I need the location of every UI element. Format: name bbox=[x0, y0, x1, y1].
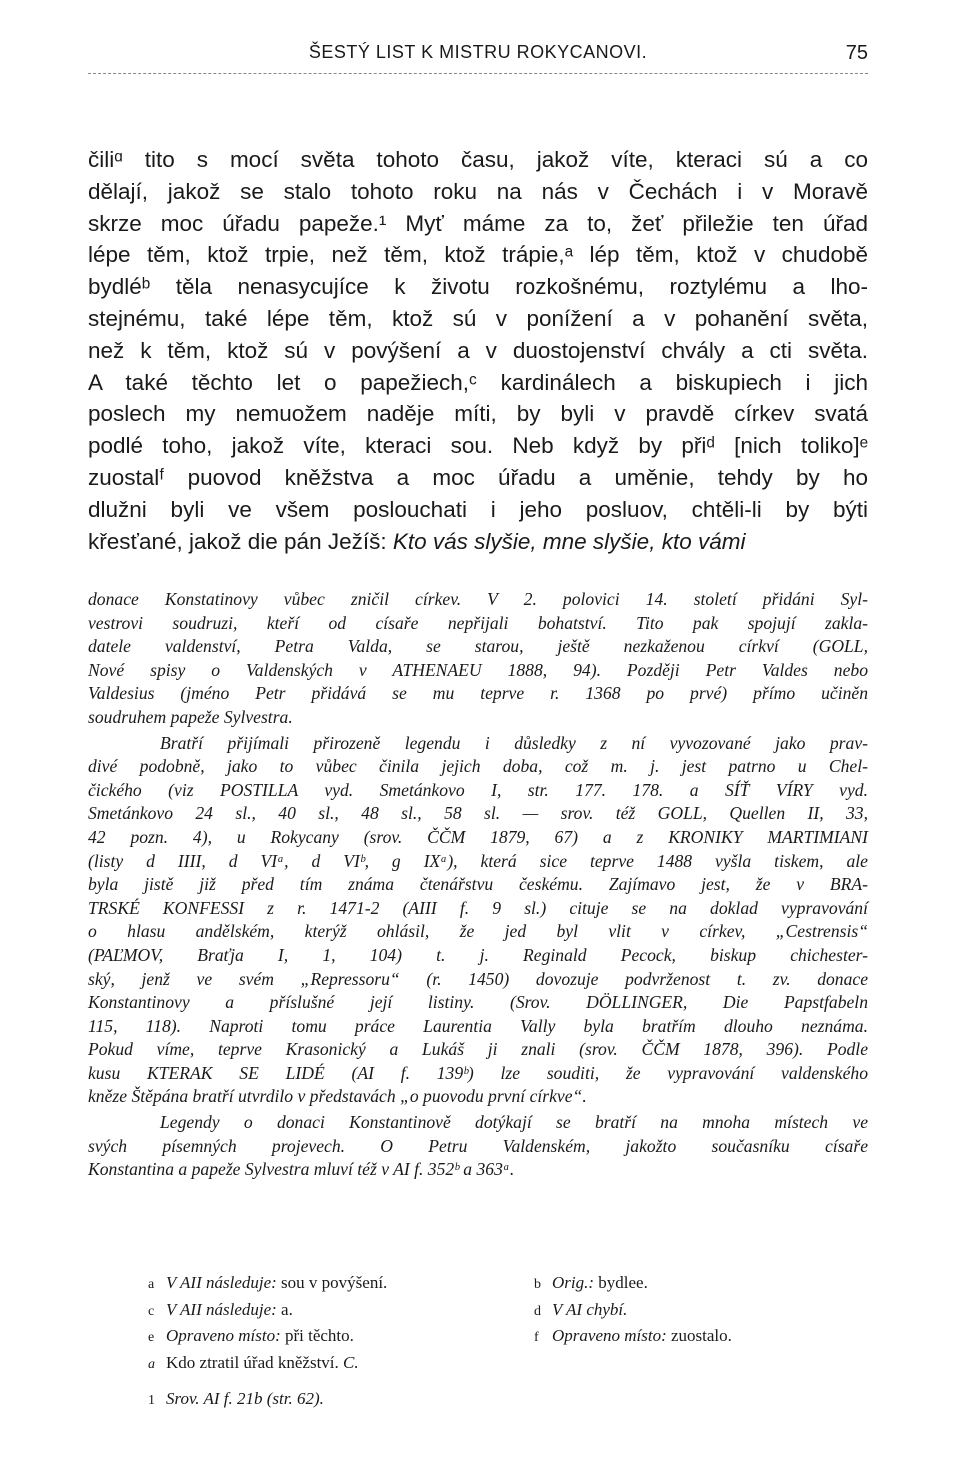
main-text-line: bydléᵇ těla nenasycujíce k životu rozkošnému, roztylému a lho- bbox=[88, 274, 868, 300]
variant-a bbox=[148, 1270, 387, 1299]
gloss-alpha bbox=[148, 1350, 359, 1379]
note-line: datele valdenství, Petra Valda, se starou, ještě nezkaženou církví (GOLL, bbox=[88, 636, 868, 657]
commentary-notes bbox=[88, 588, 868, 1182]
critical-apparatus bbox=[88, 1270, 868, 1413]
main-text-line: než k těm, ktož sú v povýšení a v duostojenství chvály a cti světa. bbox=[88, 337, 868, 363]
note-line: donace Konstatinovy vůbec zničil církev. V 2. polovici 14. století přidáni Syl- bbox=[88, 589, 868, 609]
variant-mark: c bbox=[148, 1303, 155, 1319]
main-text-line: čiliᵅ tito s mocí světa tohoto času, jakož víte, kteraci sú a co bbox=[88, 147, 868, 172]
note-line: Bratří přijímali přirozeně legendu i důsledky z ní vyvozované jako prav- bbox=[160, 732, 868, 753]
note-line: ský, jenž ve svém „Repressoru“ (r. 1450) dovozuje podvrženost t. zv. donace bbox=[88, 968, 868, 989]
note-line: divé podobně, jako to vůbec činila jejich doba, což m. j. jest patrno u Chel- bbox=[88, 756, 868, 777]
gloss-mark: a bbox=[148, 1356, 155, 1372]
variant-mark: d bbox=[534, 1303, 541, 1319]
variant-e bbox=[148, 1323, 354, 1352]
note-line: Legendy o donaci Konstantinově dotýkají se bratří na mnoha místech ve bbox=[160, 1112, 868, 1133]
page-number: 75 bbox=[845, 42, 868, 64]
apparatus-row bbox=[88, 1350, 868, 1377]
variant-mark: b bbox=[534, 1277, 541, 1292]
main-text-line: zuostalᶠ puovod kněžstva a moc úřadu a uměnie, tehdy by ho bbox=[88, 464, 868, 490]
page bbox=[88, 36, 868, 1408]
variant-lemma: V AI chybí. bbox=[552, 1299, 628, 1319]
main-text-plain: křesťané, jakož die pán Ježíš: bbox=[88, 528, 393, 554]
commentary-paragraph-1 bbox=[88, 588, 868, 730]
note-line: Pokud víme, teprve Krasonický a Lukáš ji znali (srov. ČČM 1878, 396). Podle bbox=[88, 1039, 868, 1060]
variant-c bbox=[148, 1297, 293, 1326]
main-text-line: dlužni byli ve všem poslouchati i jeho posluov, chtěli-li by býti bbox=[88, 496, 868, 522]
main-text-line: skrze moc úřadu papeže.¹ Myť máme za to, žeť přiležie ten úřad bbox=[88, 210, 868, 236]
note-line: Valdesius (jméno Petr přidává se mu teprve r. 1368 po prvé) přímo učiněn bbox=[88, 683, 868, 704]
commentary-paragraph-3 bbox=[88, 1111, 868, 1182]
note-line: o hlasu andělském, kterýž ohlásil, že jed byl vlit v církev, „Cestrensis“ bbox=[88, 921, 868, 942]
variant-d bbox=[534, 1297, 627, 1326]
note-line: Konstantinovy a příslušné její listiny. (Srov. DÖLLINGER, Die Papstfabeln bbox=[88, 992, 868, 1013]
variant-reading: sou v povýšení. bbox=[276, 1273, 388, 1292]
note-line: byla jistě již před tím známa čtenářstvu českému. Zajímavo jest, že v BRA- bbox=[88, 874, 868, 895]
variant-mark: a bbox=[148, 1277, 155, 1292]
variant-reading: zuostalo. bbox=[666, 1326, 732, 1345]
note-line: Nové spisy o Valdenských v ATHENAEU 1888, 94). Později Petr Valdes nebo bbox=[88, 659, 868, 680]
note-line: Konstantina a papeže Sylvestra mluví též v AI f. 352ᵇ a 363ᵃ. bbox=[88, 1159, 515, 1180]
apparatus-row bbox=[88, 1297, 868, 1324]
variant-lemma: V AII následuje: bbox=[166, 1299, 277, 1319]
note-line: (listy d IIII, d VIᵃ, d VIᵇ, g IXᵃ), která sice teprve 1488 vyšla tiskem, ale bbox=[88, 850, 868, 871]
note-line: čického (viz POSTILLA vyd. Smetánkovo I, str. 177. 178. a SÍŤ VÍRY vyd. bbox=[88, 779, 868, 800]
variant-reading: a. bbox=[276, 1299, 293, 1319]
note-line: 42 pozn. 4), u Rokycany (srov. ČČM 1879, 67) a z KRONIKY MARTIMIANI bbox=[88, 826, 868, 847]
variant-reading: při těchto. bbox=[280, 1326, 354, 1345]
page-header bbox=[88, 36, 868, 70]
note-line: (PAĽMOV, Braťja I, 1, 104) t. j. Reginald Pecock, biskup chichester- bbox=[88, 944, 868, 965]
apparatus-row bbox=[88, 1323, 868, 1350]
note-line: svých písemných projevech. O Petru Valdenském, jakožto současníku císaře bbox=[88, 1135, 868, 1156]
variant-reading: bydlee. bbox=[594, 1273, 648, 1292]
note-line: TRSKÉ KONFESSI z r. 1471-2 (AIII f. 9 sl.) cituje se na doklad vypravování bbox=[88, 897, 868, 918]
variant-mark: e bbox=[148, 1330, 155, 1345]
apparatus-row bbox=[88, 1386, 868, 1413]
footnote-mark: 1 bbox=[148, 1393, 155, 1408]
main-text-line: A také těchto let o papežiech,ᶜ kardinálech a biskupiech i jich bbox=[88, 369, 868, 395]
main-text-line: lépe těm, ktož trpie, než těm, ktož trápie,ᵃ lép těm, ktož v chudobě bbox=[88, 242, 868, 268]
main-text-line: podlé toho, jakož víte, kteraci sou. Neb když by přiᵈ [nich toliko]ᵉ bbox=[88, 433, 868, 459]
gloss-text: Kdo ztratil úřad kněžství. bbox=[166, 1352, 344, 1372]
gloss-source: C. bbox=[343, 1352, 359, 1372]
variant-mark: f bbox=[534, 1330, 539, 1345]
variant-b bbox=[534, 1270, 648, 1299]
note-line: vestrovi soudruzi, kteří od císaře nepřijali bohatství. Tito pak spojují zakla- bbox=[88, 612, 868, 633]
variant-lemma: V AII následuje: bbox=[166, 1273, 277, 1292]
variant-lemma: Opraveno místo: bbox=[166, 1326, 281, 1345]
main-text-line: stejnému, také lépe těm, ktož sú v ponížení a v pohanění světa, bbox=[88, 305, 868, 331]
header-rule bbox=[88, 73, 868, 74]
main-text-line: dělají, jakož se stalo tohoto roku na nás v Čechách i v Moravě bbox=[88, 178, 868, 204]
variant-lemma: Orig.: bbox=[552, 1273, 595, 1292]
note-line: soudruhem papeže Sylvestra. bbox=[88, 706, 293, 727]
variant-lemma: Opraveno místo: bbox=[552, 1326, 667, 1345]
running-title: ŠESTÝ LIST K MISTRU ROKYCANOVI. bbox=[308, 42, 648, 62]
main-text bbox=[88, 144, 868, 557]
note-line: 115, 118). Naproti tomu práce Laurentia Vally byla bratřím dlouho neznáma. bbox=[88, 1015, 868, 1036]
apparatus-row bbox=[88, 1270, 868, 1297]
footnote-1 bbox=[148, 1386, 324, 1415]
main-text-quote: Kto vás slyšie, mne slyšie, kto vámi bbox=[392, 528, 746, 554]
footnote-text: Srov. AI f. 21b (str. 62). bbox=[166, 1389, 324, 1408]
note-line: kusu KTERAK SE LIDÉ (AI f. 139ᵇ) lze souditi, že vypravování valdenského bbox=[88, 1062, 868, 1083]
commentary-paragraph-2 bbox=[88, 732, 868, 1110]
note-line: Smetánkovo 24 sl., 40 sl., 48 sl., 58 sl. — srov. též GOLL, Quellen II, 33, bbox=[88, 803, 868, 824]
main-text-last-line bbox=[88, 526, 868, 558]
main-text-line: poslech my nemuožem naděje míti, by byli v pravdě církev svatá bbox=[88, 401, 868, 427]
variant-f bbox=[534, 1323, 732, 1352]
note-line: kněze Štěpána bratří utvrdilo v představách „o puovodu první církve“. bbox=[88, 1086, 587, 1107]
